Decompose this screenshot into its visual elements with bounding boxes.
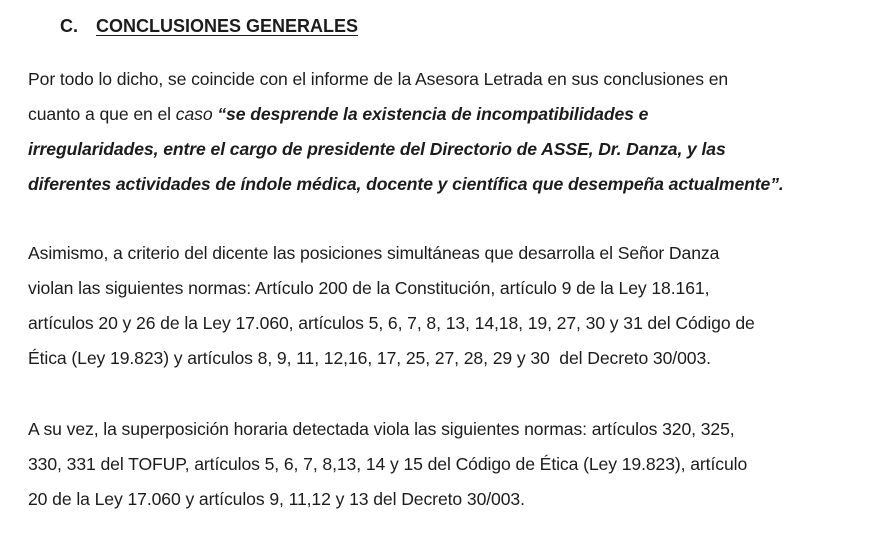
paragraph-line: Ética (Ley 19.823) y artículos 8, 9, 11, 12,16, 17, 25, 27, 28, 29 y 30 del Decreto 30/003.	[28, 348, 711, 368]
section-title: CONCLUSIONES GENERALES	[96, 16, 359, 36]
paragraph-norms-positions	[28, 236, 878, 376]
quoted-text-line: diferentes actividades de índole médica, docente y científica que desempeña actualmente”.	[28, 174, 784, 194]
paragraph-conclusion	[28, 62, 878, 202]
quoted-text-line: irregularidades, entre el cargo de presidente del Directorio de ASSE, Dr. Danza, y las	[28, 139, 726, 159]
paragraph-line	[28, 97, 878, 132]
paragraph-line: violan las siguientes normas: Artículo 200 de la Constitución, artículo 9 de la Ley 18.161,	[28, 278, 710, 298]
paragraph-line: A su vez, la superposición horaria detectada viola las siguientes normas: artículos 320, 325,	[28, 419, 735, 439]
section-letter: C.	[60, 16, 78, 36]
paragraph-line: 20 de la Ley 17.060 y artículos 9, 11,12 y 13 del Decreto 30/003.	[28, 489, 525, 509]
section-heading	[60, 16, 358, 37]
line-text: cuanto a que en el	[28, 104, 176, 124]
paragraph-line: Por todo lo dicho, se coincide con el informe de la Asesora Letrada en sus conclusiones en	[28, 69, 729, 89]
paragraph-line: 330, 331 del TOFUP, artículos 5, 6, 7, 8,13, 14 y 15 del Código de Ética (Ley 19.823), artículo	[28, 454, 748, 474]
italic-word: caso	[175, 104, 213, 124]
paragraph-norms-schedule	[28, 412, 878, 517]
paragraph-line: artículos 20 y 26 de la Ley 17.060, artículos 5, 6, 7, 8, 13, 14,18, 19, 27, 30 y 31 del Código de	[28, 313, 755, 333]
quoted-text: “se desprende la existencia de incompatibilidades e	[212, 104, 649, 124]
paragraph-line: Asimismo, a criterio del dicente las posiciones simultáneas que desarrolla el Señor Danza	[28, 243, 720, 263]
